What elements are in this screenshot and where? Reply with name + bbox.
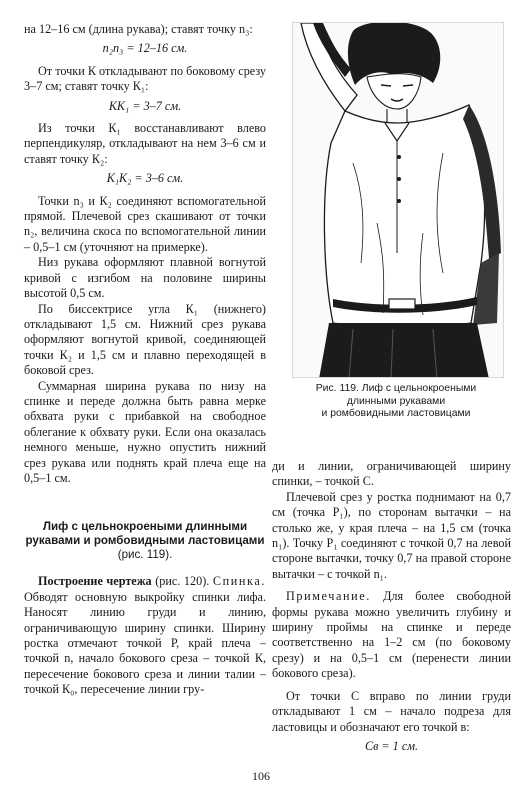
paragraph: Точки n₃ и К₂ соединяют вспомогательной прямой. Плечевой срез скашивают от точки n₂, величина скоса по вспомогательной линии – 0,5–1 см (уточняют на примерке). [24, 193, 266, 254]
paragraph: От точки К откладывают по боковому срезу 3–7 см; ставят точку К₁: [24, 63, 266, 94]
paragraph: на 12–16 см (длина рукава); ставят точку n₃: [24, 22, 253, 36]
section-heading [24, 520, 266, 562]
formula: Св = 1 см. [364, 738, 419, 753]
caption-line: и ромбовидными ластовицами [321, 408, 471, 420]
paragraph-text: Обводят основную выкройку спинки лифа. Наносят линию груди и линию, ограничивающую ширину спинки. Ширину ростка отмечают точкой Р, край плеча – точкой n, начало бокового среза – точкой К, пересечение бокового среза и линии талии – точкой К₀, пересечение линии гру- [24, 589, 266, 697]
paragraph: Суммарная ширина рукава по низу на спинке и переде должна быть равна мерке обхвата руки с прибавкой на свободное облегание к обхвату руки. Если она оказалась немного меньше, нужно опустить нижний срез рукава или поднять край плеча еще на 0,5–1 см. [24, 378, 266, 485]
paragraph-construction [24, 574, 266, 697]
caption-line: длинными рукавами [346, 395, 446, 407]
formula: К₁К₂ = 3–6 см. [106, 171, 184, 186]
section-heading-title: Лиф с цельнокроеными длинными рукавами и ромбовидными ластовицами [25, 520, 265, 548]
paragraph: По биссектрисе угла К₁ (нижнего) откладывают 1,5 см. Нижний срез рукава оформляют вогнутой кривой, соединяющей точки К₂ и 1,5 см и плавно переходящей в боковой срез. [24, 301, 266, 378]
page-number: 106 [252, 769, 270, 783]
spaced-term: Спинка. [212, 574, 266, 589]
figure-caption [276, 383, 516, 421]
formula: КК₁ = 3–7 см. [108, 98, 182, 113]
blouse-drawing [293, 23, 504, 378]
note-label: Примечание. [286, 589, 371, 604]
figure-reference: (рис. 120). [155, 574, 210, 589]
section-heading-figure-ref: (рис. 119). [117, 548, 173, 562]
formula: n₂n₃ = 12–16 см. [102, 41, 188, 56]
paragraph: От точки С вправо по линии груди откладывают 1 см – начало подреза для ластовицы и обозначают его точкой в: [272, 688, 511, 734]
note-text: Для более свободной формы рукава можно увеличить глубину и ширину проймы на спинке и переде соответственно на 1–2 см (по боковому срезу) и на 0,5–1 см (перенести линии бокового среза). [272, 589, 512, 681]
run-in-heading: Построение чертежа [38, 574, 152, 589]
fashion-illustration [292, 22, 504, 378]
right-text-column [272, 459, 511, 758]
caption-line: Рис. 119. Лиф с цельнокроеными [315, 383, 477, 394]
paragraph: ди и линии, ограничивающей ширину спинки, – точкой С. [272, 459, 511, 489]
left-text-column [24, 22, 266, 698]
paragraph: Плечевой срез у ростка поднимают на 0,7 см (точка Р₁), по сторонам вытачки – на столько же, у края плеча – на 1,5 см (точка n₁). Точку Р₁ соединяют с точкой 0,7 на левой стороне вытачки, точку 0,7 на правой стороне вытачки – с точкой n₁. [272, 489, 511, 581]
paragraph: Низ рукава оформляют плавной вогнутой кривой с изгибом на половине ширины высотой 0,5 см. [24, 255, 266, 301]
note-paragraph [272, 589, 511, 681]
paragraph: Из точки К₁ восстанавливают влево перпендикуляр, откладывают на нем 3–6 см и ставят точку К₂: [24, 121, 266, 166]
